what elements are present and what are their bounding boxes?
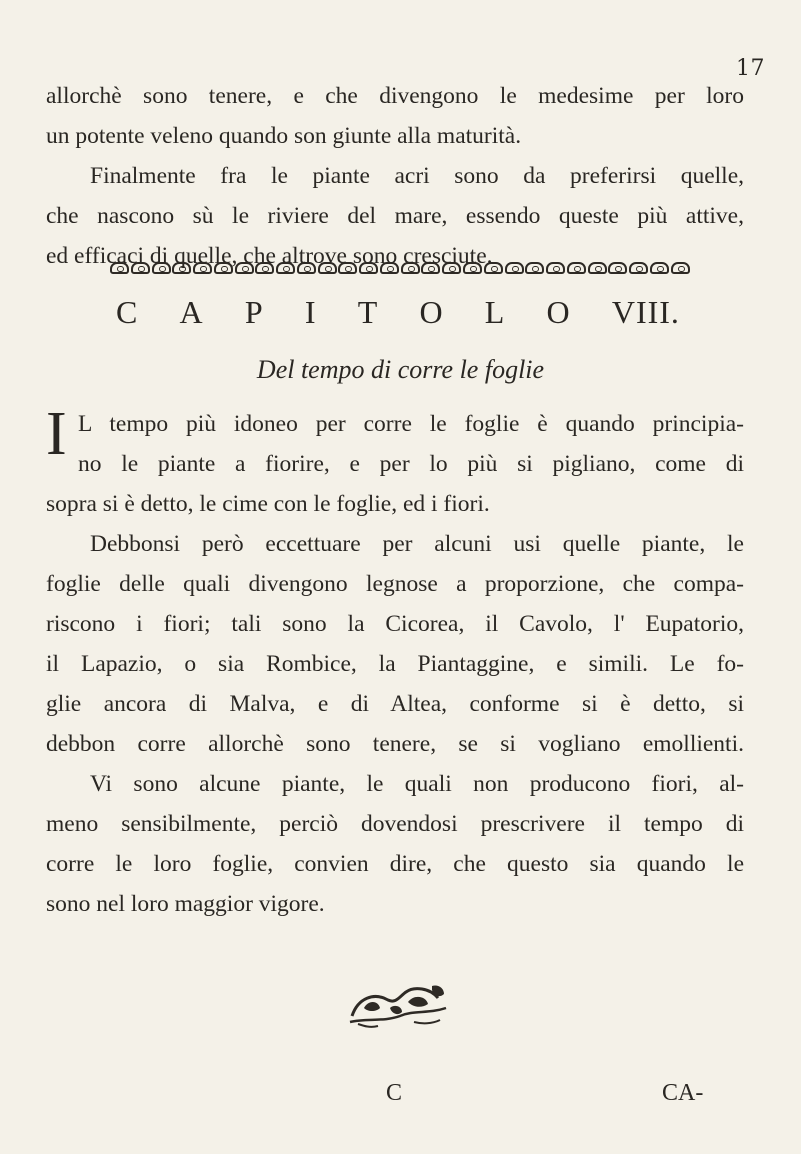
chapter-heading-letter: A <box>179 294 204 330</box>
drop-cap: I <box>46 400 67 468</box>
text-line: Vi sono alcune piante, le quali non producono fiori, al- <box>90 771 744 797</box>
text-line: sono nel loro maggior vigore. <box>46 891 325 917</box>
text-line: meno sensibilmente, perciò dovendosi prescrivere il tempo di <box>46 811 744 837</box>
text-line: riscono i fiori; tali sono la Cicorea, il Cavolo, l' Eupatorio, <box>46 611 744 637</box>
chapter-heading-letter: L <box>484 294 506 330</box>
chapter-heading-letter: C <box>116 294 139 330</box>
chapter-heading-letter: O <box>419 294 444 330</box>
text-line: corre le loro foglie, convien dire, che questo sia quando le <box>46 851 744 877</box>
chapter-heading <box>116 294 680 331</box>
text-line: Finalmente fra le piante acri sono da preferirsi quelle, <box>90 163 744 189</box>
page-number: 17 <box>736 56 765 81</box>
text-line: no le piante a fiorire, e per lo più si pigliano, come di <box>78 451 744 477</box>
text-line: ed efficaci di quelle, che altrove sono cresciute. <box>46 243 493 269</box>
floral-vignette-icon <box>344 978 454 1030</box>
text-line: che nascono sù le riviere del mare, essendo queste più attive, <box>46 203 744 229</box>
chapter-number: VIII. <box>611 294 680 330</box>
ornamental-rule <box>110 260 690 276</box>
chapter-heading-letter: T <box>357 294 379 330</box>
chapter-heading-letter: P <box>244 294 264 330</box>
text-line: il Lapazio, o sia Rombice, la Piantaggine, e simili. Le fo- <box>46 651 744 677</box>
text-line: glie ancora di Malva, e di Altea, conforme si è detto, si <box>46 691 744 717</box>
catchword: CA- <box>662 1080 704 1106</box>
text-line: foglie delle quali divengono legnose a proporzione, che compa- <box>46 571 744 597</box>
body-paragraphs <box>46 484 744 924</box>
chapter-heading-letter: I <box>304 294 317 330</box>
text-line: debbon corre allorchè sono tenere, se si vogliano emollienti. <box>46 731 744 757</box>
top-paragraph <box>46 76 744 276</box>
text-line: allorchè sono tenere, e che divengono le medesime per loro <box>46 83 744 109</box>
text-line: un potente veleno quando son giunte alla maturità. <box>46 123 522 149</box>
chapter-heading-letter: O <box>546 294 571 330</box>
opening-lines <box>78 404 744 484</box>
chapter-subtitle: Del tempo di corre le foglie <box>256 355 545 384</box>
signature-mark: C <box>386 1080 403 1106</box>
text-line: L tempo più idoneo per corre le foglie è quando principia- <box>78 411 744 437</box>
text-line: Debbonsi però eccettuare per alcuni usi quelle piante, le <box>90 531 744 557</box>
text-line: sopra si è detto, le cime con le foglie, ed i fiori. <box>46 491 490 517</box>
